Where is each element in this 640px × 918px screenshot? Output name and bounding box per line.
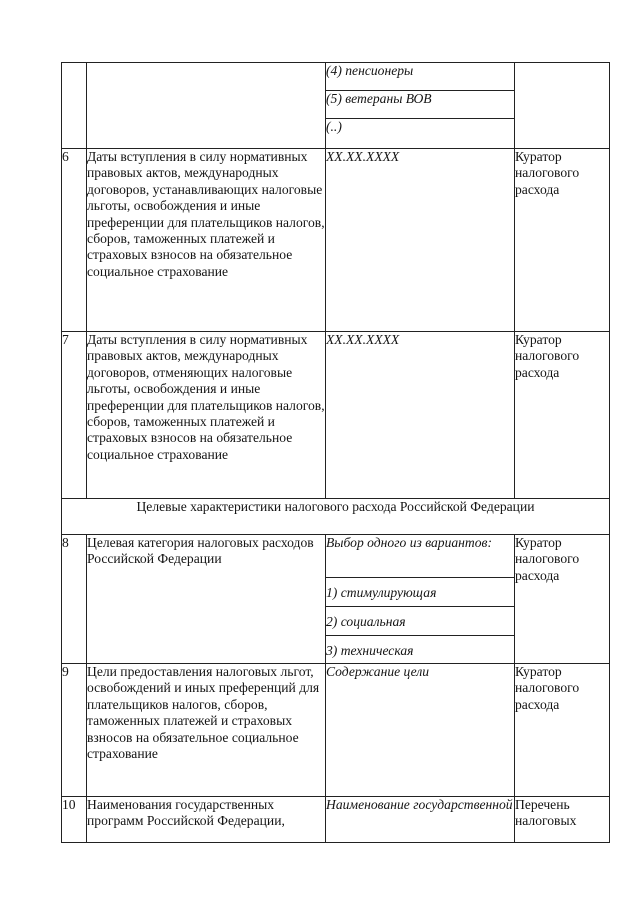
row-description: Даты вступления в силу нормативных правовых актов, международных договоров, устанавливающих налоговые льготы, освобождения и иные преференции для плательщиков налогов, сборов, таможенных платежей и страховых взносов на обязательное социальное страхование xyxy=(87,149,326,332)
row-number: 9 xyxy=(62,664,87,797)
row-number: 8 xyxy=(62,535,87,664)
row-value: ХХ.ХХ.ХХХХ xyxy=(326,332,515,499)
option-cell: (4) пенсионеры xyxy=(326,63,515,91)
option-cell: (5) ветераны ВОВ xyxy=(326,91,515,119)
option-cell: Выбор одного из вариантов: xyxy=(326,535,515,578)
table-row xyxy=(62,332,610,499)
row-description: Даты вступления в силу нормативных правовых актов, международных договоров, отменяющих налоговые льготы, освобождения и иные преференции для плательщиков налогов, сборов, таможенных платежей и страховых взносов на обязательное социальное страхование xyxy=(87,332,326,499)
row-value: Наименование государственной xyxy=(326,797,515,843)
table-row xyxy=(62,797,610,843)
row-number: 6 xyxy=(62,149,87,332)
row-curator: Куратор налогового расхода xyxy=(515,664,610,797)
row-curator: Куратор налогового расхода xyxy=(515,332,610,499)
row-curator: Куратор налогового расхода xyxy=(515,149,610,332)
curator-cell xyxy=(515,63,610,149)
table-row xyxy=(62,63,610,91)
tax-expense-table xyxy=(61,62,610,843)
row-number-cell xyxy=(62,63,87,149)
row-description: Целевая категория налоговых расходов Российской Федерации xyxy=(87,535,326,664)
option-cell: 3) техническая xyxy=(326,636,515,664)
row-description: Цели предоставления налоговых льгот, освобождений и иных преференций для плательщиков налогов, сборов, таможенных платежей и страховых взносов на обязательное социальное страхование xyxy=(87,664,326,797)
row-number: 7 xyxy=(62,332,87,499)
row-value: ХХ.ХХ.ХХХХ xyxy=(326,149,515,332)
section-title: Целевые характеристики налогового расхода Российской Федерации xyxy=(62,499,610,535)
row-number: 10 xyxy=(62,797,87,843)
table-row xyxy=(62,535,610,578)
table-row xyxy=(62,664,610,797)
description-cell xyxy=(87,63,326,149)
option-cell: (..) xyxy=(326,119,515,149)
option-cell: 2) социальная xyxy=(326,607,515,636)
table-row xyxy=(62,149,610,332)
row-description: Наименования государственных программ Российской Федерации, xyxy=(87,797,326,843)
row-value: Содержание цели xyxy=(326,664,515,797)
row-curator: Куратор налогового расхода xyxy=(515,535,610,664)
row-curator: Перечень налоговых xyxy=(515,797,610,843)
section-header-row xyxy=(62,499,610,535)
option-cell: 1) стимулирующая xyxy=(326,578,515,607)
